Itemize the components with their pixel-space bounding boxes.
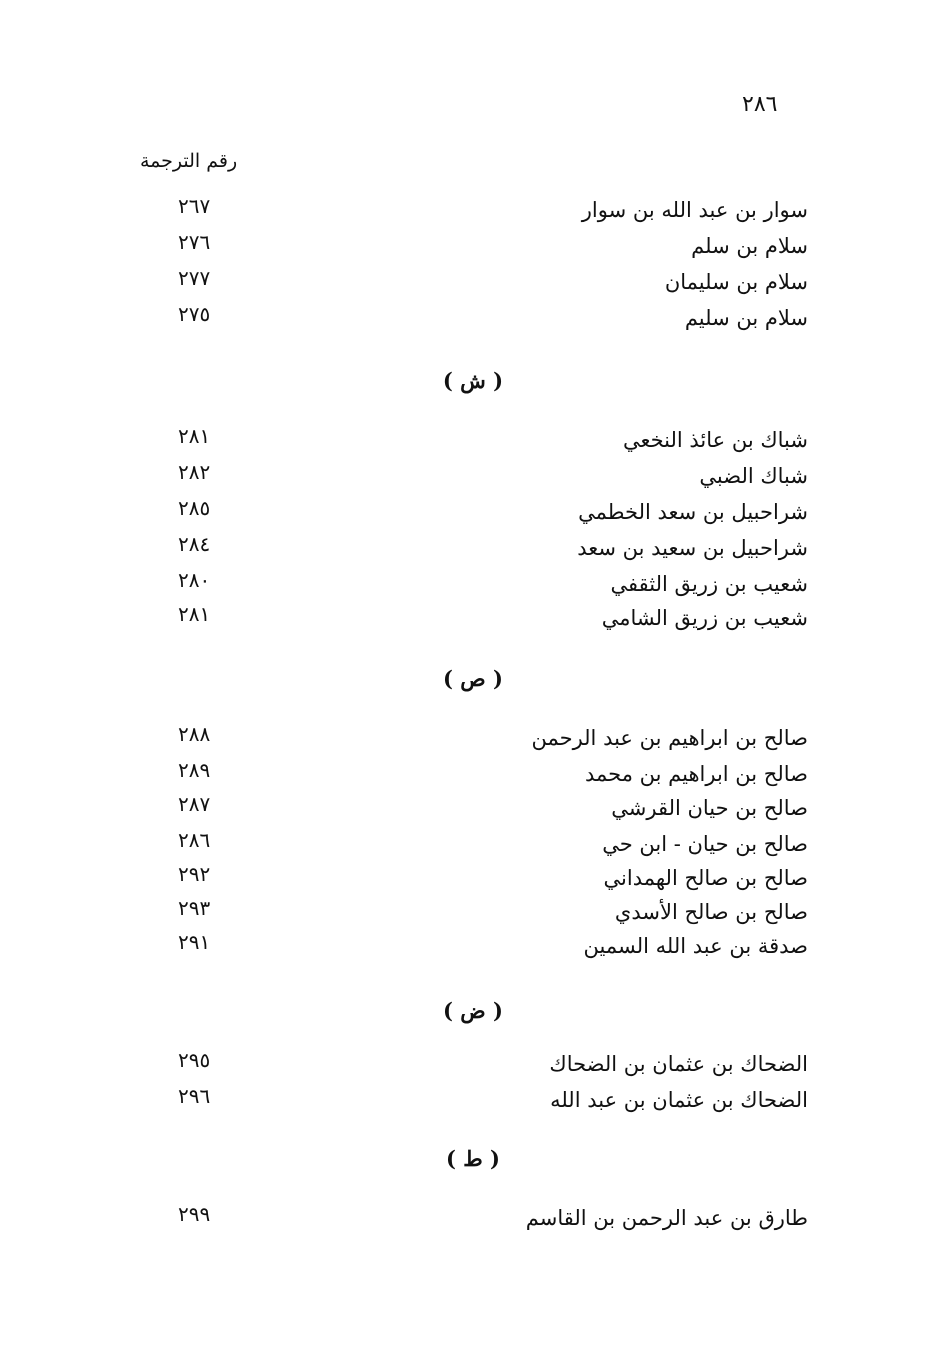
entry-name: الضحاك بن عثمان بن عبد الله bbox=[550, 1088, 808, 1112]
entry-number: ٢٨٦ bbox=[178, 828, 211, 852]
entry-number: ٢٩١ bbox=[178, 930, 211, 954]
section-heading: ( ض ) bbox=[443, 998, 503, 1023]
entry-number: ٢٦٧ bbox=[178, 194, 211, 218]
entry-name: شعيب بن زريق الثقفي bbox=[610, 572, 808, 596]
entry-number: ٢٧٦ bbox=[178, 230, 211, 254]
list-item bbox=[0, 792, 946, 830]
list-item bbox=[0, 828, 946, 866]
list-item bbox=[0, 230, 946, 268]
list-item bbox=[0, 424, 946, 462]
list-item bbox=[0, 896, 946, 934]
entry-name: سلام بن سليمان bbox=[664, 270, 808, 294]
entry-name: شباك بن عائذ النخعي bbox=[622, 428, 808, 452]
entry-name: صدقة بن عبد الله السمين bbox=[583, 934, 808, 958]
column-header: رقم الترجمة bbox=[140, 150, 238, 172]
list-item bbox=[0, 496, 946, 534]
entry-number: ٢٨٤ bbox=[178, 532, 211, 556]
entry-number: ٢٧٥ bbox=[178, 302, 211, 326]
list-item bbox=[0, 266, 946, 304]
page-number: ٢٨٦ bbox=[742, 92, 778, 117]
entry-name: شعيب بن زريق الشامي bbox=[601, 606, 808, 630]
entry-number: ٢٩٦ bbox=[178, 1084, 211, 1108]
entry-number: ٢٨٠ bbox=[178, 568, 211, 592]
entry-name: صالح بن حيان - ابن حي bbox=[602, 832, 808, 856]
list-item bbox=[0, 302, 946, 340]
list-item bbox=[0, 194, 946, 232]
list-item bbox=[0, 862, 946, 900]
entry-name: شراحبيل بن سعيد بن سعد bbox=[577, 536, 808, 560]
entry-name: سوار بن عبد الله بن سوار bbox=[581, 198, 808, 222]
entry-number: ٢٨٢ bbox=[178, 460, 211, 484]
entry-name: صالح بن ابراهيم بن عبد الرحمن bbox=[531, 726, 808, 750]
list-item bbox=[0, 758, 946, 796]
list-item bbox=[0, 532, 946, 570]
entry-number: ٢٨٥ bbox=[178, 496, 211, 520]
list-item bbox=[0, 602, 946, 640]
list-item bbox=[0, 460, 946, 498]
entry-number: ٢٨٧ bbox=[178, 792, 211, 816]
list-item bbox=[0, 930, 946, 968]
entry-name: الضحاك بن عثمان بن الضحاك bbox=[549, 1052, 808, 1076]
entry-number: ٢٨١ bbox=[178, 424, 211, 448]
entry-name: طارق بن عبد الرحمن بن القاسم bbox=[525, 1206, 808, 1230]
entry-name: شباك الضبي bbox=[699, 464, 808, 488]
entry-number: ٢٨١ bbox=[178, 602, 211, 626]
entry-number: ٢٩٩ bbox=[178, 1202, 211, 1226]
list-item bbox=[0, 722, 946, 760]
entry-name: شراحبيل بن سعد الخطمي bbox=[578, 500, 808, 524]
entry-number: ٢٩٣ bbox=[178, 896, 211, 920]
entry-name: صالح بن ابراهيم بن محمد bbox=[584, 762, 808, 786]
section-heading: ( ش ) bbox=[442, 368, 504, 393]
list-item bbox=[0, 1084, 946, 1122]
list-item bbox=[0, 1048, 946, 1086]
entry-name: صالح بن حيان القرشي bbox=[611, 796, 808, 820]
section-heading: ( ط ) bbox=[446, 1146, 500, 1171]
entry-number: ٢٩٥ bbox=[178, 1048, 211, 1072]
list-item bbox=[0, 1202, 946, 1240]
entry-number: ٢٩٢ bbox=[178, 862, 211, 886]
section-heading: ( ص ) bbox=[443, 666, 503, 691]
entry-name: سلام بن سلم bbox=[691, 234, 808, 258]
entry-number: ٢٨٨ bbox=[178, 722, 211, 746]
entry-name: صالح بن صالح الهمداني bbox=[603, 866, 808, 890]
list-item bbox=[0, 568, 946, 606]
entry-number: ٢٧٧ bbox=[178, 266, 211, 290]
entry-number: ٢٨٩ bbox=[178, 758, 211, 782]
entry-name: صالح بن صالح الأسدي bbox=[614, 900, 808, 924]
entry-name: سلام بن سليم bbox=[684, 306, 808, 330]
